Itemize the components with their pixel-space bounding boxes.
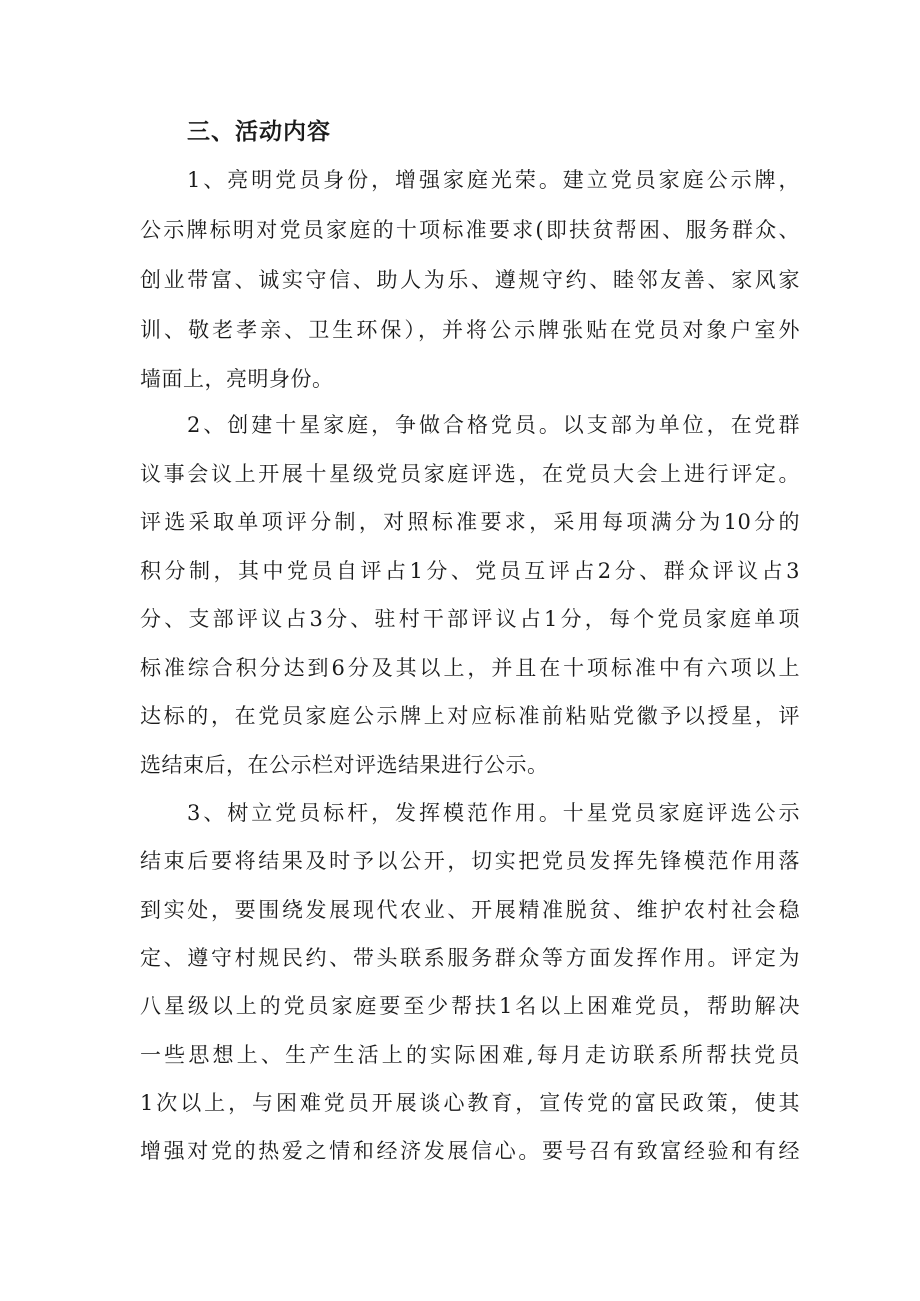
paragraph-2-line-8: 选结束后，在公示栏对评选结果进行公示。	[140, 753, 549, 777]
paragraph-3-line-1: 3、树立党员标杆，发挥模范作用。十星党员家庭评选公示	[187, 801, 800, 825]
paragraph-2-line-3: 评选采取单项评分制，对照标准要求，采用每项满分为10分的	[140, 510, 800, 534]
paragraph-3-line-7: 1次以上，与困难党员开展谈心教育，宣传党的富民政策，使其	[140, 1091, 800, 1115]
paragraph-3-line-5: 八星级以上的党员家庭要至少帮扶1名以上困难党员，帮助解决	[140, 994, 800, 1018]
paragraph-3-line-4: 定、遵守村规民约、带头联系服务群众等方面发挥作用。评定为	[140, 946, 800, 970]
paragraph-2-line-2: 议事会议上开展十星级党员家庭评选，在党员大会上进行评定。	[140, 462, 800, 486]
paragraph-3-line-6: 一些思想上、生产生活上的实际困难,每月走访联系所帮扶党员	[140, 1043, 800, 1067]
paragraph-1-line-5: 墙面上，亮明身份。	[140, 367, 334, 391]
paragraph-2-line-1: 2、创建十星家庭，争做合格党员。以支部为单位，在党群	[187, 413, 800, 437]
section-heading: 三、活动内容	[187, 118, 331, 145]
paragraph-2-line-6: 标准综合积分达到6分及其以上，并且在十项标准中有六项以上	[140, 656, 800, 680]
paragraph-3-line-2: 结束后要将结果及时予以公开，切实把党员发挥先锋模范作用落	[140, 849, 800, 873]
paragraph-1-line-3: 创业带富、诚实守信、助人为乐、遵规守约、睦邻友善、家风家	[140, 268, 800, 292]
paragraph-1-line-1: 1、亮明党员身份，增强家庭光荣。建立党员家庭公示牌，	[187, 168, 800, 192]
paragraph-2-line-4: 积分制，其中党员自评占1分、党员互评占2分、群众评议占3	[140, 559, 800, 583]
paragraph-1-line-4: 训、敬老孝亲、卫生环保），并将公示牌张贴在党员对象户室外	[140, 318, 800, 342]
paragraph-1-line-2: 公示牌标明对党员家庭的十项标准要求(即扶贫帮困、服务群众、	[140, 218, 800, 242]
paragraph-3-line-8: 增强对党的热爱之情和经济发展信心。要号召有致富经验和有经	[140, 1139, 800, 1163]
paragraph-3-line-3: 到实处，要围绕发展现代农业、开展精准脱贫、维护农村社会稳	[140, 898, 800, 922]
paragraph-2-line-5: 分、支部评议占3分、驻村干部评议占1分，每个党员家庭单项	[140, 607, 800, 631]
paragraph-2-line-7: 达标的，在党员家庭公示牌上对应标准前粘贴党徽予以授星，评	[140, 704, 800, 728]
